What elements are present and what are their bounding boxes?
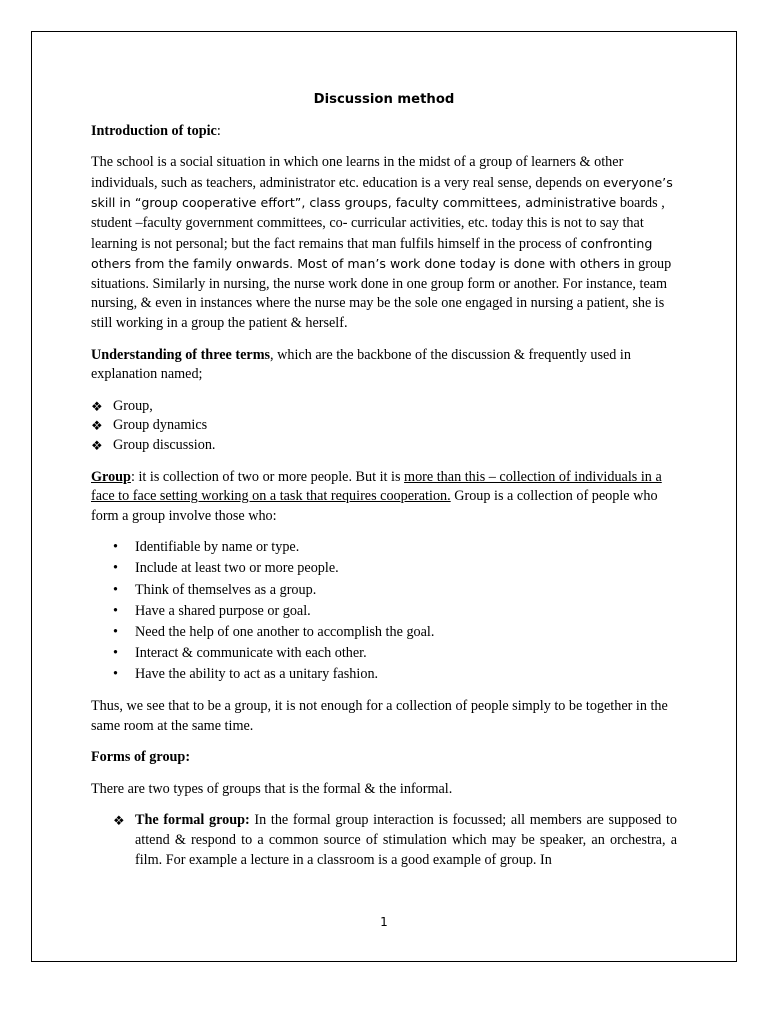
document-page: [31, 31, 737, 962]
terms-heading: Understanding of three terms: [91, 346, 271, 363]
characteristic-text: Think of themselves as a group.: [135, 581, 317, 598]
intro-text-b: everyone’s skill in “group cooperative effort”, class groups, faculty committees, administrative: [91, 174, 673, 211]
bullet-icon: •: [113, 560, 118, 577]
forms-heading-text: Forms of group:: [91, 749, 191, 766]
characteristic-text: Have a shared purpose or goal.: [135, 602, 311, 619]
intro-text-d: confronting others from the family onwards. Most of man’s work done today is done with others: [91, 235, 653, 272]
diamond-bullet-icon: ❖: [91, 418, 103, 434]
list-item: [91, 602, 677, 622]
formal-group-term: The formal group:: [135, 812, 250, 829]
bullet-icon: •: [113, 539, 118, 556]
bullet-icon: •: [113, 666, 118, 683]
term-label: Group,: [113, 397, 153, 414]
list-item: [91, 436, 677, 456]
intro-text-c: boards , student –faculty government committees, co- curricular activities, etc. today this is not to say that learning is not personal; but the fact remains that man fulfils himself in the process of: [91, 195, 665, 252]
characteristic-text: Have the ability to act as a unitary fashion.: [135, 666, 379, 683]
intro-heading-text: Introduction of topic: [91, 122, 217, 139]
group-term: Group: [91, 468, 131, 485]
group-definition: [91, 468, 677, 527]
page-content: [91, 90, 677, 870]
terms-rest: , which are the backbone of the discussion & frequently used in explanation named;: [91, 346, 631, 383]
terms-list: [91, 397, 677, 456]
characteristic-text: Interact & communicate with each other.: [135, 645, 367, 662]
terms-paragraph: [91, 346, 677, 385]
group-underlined: more than this – collection of individuals in a face to face setting working on a task that requires cooperation.: [91, 468, 662, 505]
group-text-1: it is collection of two or more people. But it is: [134, 468, 405, 485]
term-label: Group discussion.: [113, 436, 216, 453]
intro-text-a: The school is a social situation in which one learns in the midst of a group of learners & other individuals, such as teachers, administrator etc. education is a very real sense, depends on: [91, 154, 624, 191]
characteristic-text: Include at least two or more people.: [135, 560, 339, 577]
group-colon: :: [130, 468, 135, 485]
term-label: Group dynamics: [113, 417, 208, 434]
list-item: [91, 644, 677, 664]
list-item: [91, 397, 677, 417]
intro-heading-colon: :: [216, 122, 221, 139]
bullet-icon: •: [113, 581, 118, 598]
bullet-icon: •: [113, 645, 118, 662]
list-item: [91, 665, 677, 685]
document-title: Discussion method: [313, 92, 455, 107]
list-item: [91, 559, 677, 579]
conclusion-paragraph: Thus, we see that to be a group, it is not enough for a collection of people simply to be together in the same room at the same time.: [91, 698, 668, 734]
diamond-bullet-icon: ❖: [113, 813, 125, 829]
forms-heading: [91, 748, 677, 768]
formal-group-item: [91, 811, 677, 870]
characteristics-list: [91, 538, 677, 685]
intro-text-e: in group situations. Similarly in nursing, the nurse work done in one group form or another. For instance, team nursing, & even in instances where the nurse may be the sole one engaged in nursing a patient, she is still working in a group the patient & herself.: [91, 256, 672, 331]
intro-heading: [91, 122, 677, 142]
list-item: [91, 623, 677, 643]
formal-group-text: In the formal group interaction is focussed; all members are supposed to attend & respond to a common source of stimulation which may be speaker, an orchestra, a film. For example a lecture in a classroom is a good example of group. In: [135, 812, 677, 868]
page-number: 1: [380, 915, 388, 929]
bullet-icon: •: [113, 602, 118, 619]
list-item: [91, 581, 677, 601]
group-text-2: Group is a collection of people who form a group involve those who:: [91, 488, 658, 524]
characteristic-text: Need the help of one another to accomplish the goal.: [135, 624, 435, 641]
characteristic-text: Identifiable by name or type.: [135, 539, 300, 556]
list-item: [91, 538, 677, 558]
intro-paragraph: [91, 153, 677, 333]
diamond-bullet-icon: ❖: [91, 398, 103, 414]
diamond-bullet-icon: ❖: [91, 437, 103, 453]
list-item: [91, 416, 677, 436]
forms-intro: There are two types of groups that is the formal & the informal.: [91, 780, 453, 797]
bullet-icon: •: [113, 624, 118, 641]
